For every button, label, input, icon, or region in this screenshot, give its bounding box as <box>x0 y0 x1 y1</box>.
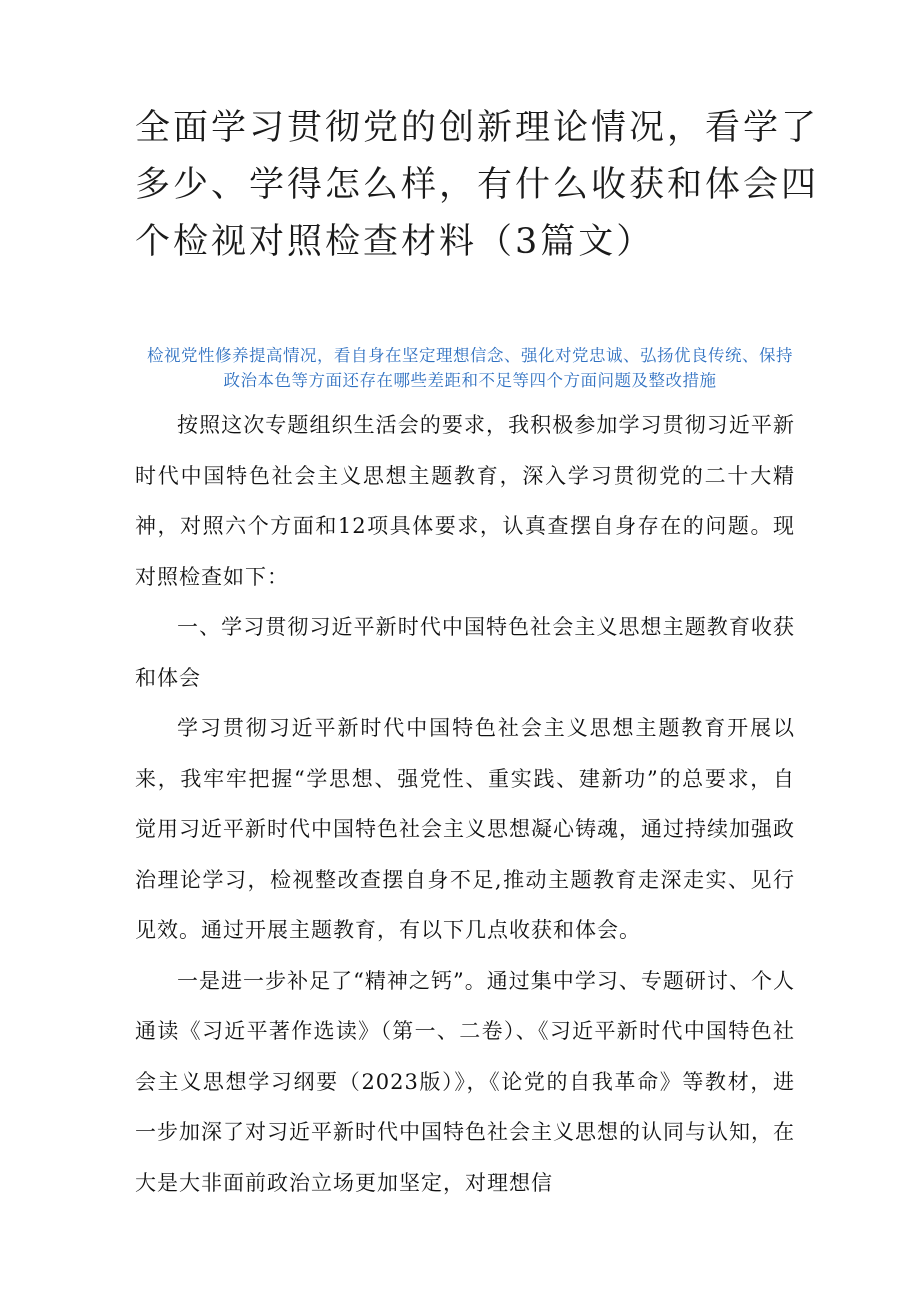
body-paragraph: 学习贯彻习近平新时代中国特色社会主义思想主题教育开展以来，我牢牢把握“学思想、强党性、重实践、建新功”的总要求，自觉用习近平新时代中国特色社会主义思想凝心铸魂，通过持续加强政治理论学习，检视整改查摆自身不足,推动主题教育走深走实、见行见效。通过开展主题教育，有以下几点收获和体会。 <box>135 716 795 942</box>
document-title: 全面学习贯彻党的创新理论情况，看学了多少、学得怎么样，有什么收获和体会四个检视对照检查材料（3篇文） <box>135 108 820 262</box>
document-body <box>135 400 795 1208</box>
section-heading: 一、学习贯彻习近平新时代中国特色社会主义思想主题教育收获和体会 <box>135 615 795 690</box>
body-paragraph: 按照这次专题组织生活会的要求，我积极参加学习贯彻习近平新时代中国特色社会主义思想主题教育，深入学习贯彻党的二十大精神，对照六个方面和12项具体要求，认真查摆自身存在的问题。现对照检查如下： <box>135 413 795 589</box>
body-paragraph: 一是进一步补足了“精神之钙”。通过集中学习、专题研讨、个人通读《习近平著作选读》（第一、二卷）、《习近平新时代中国特色社会主义思想学习纲要（2023版）》，《论党的自我革命》等教材，进一步加深了对习近平新时代中国特色社会主义思想的认同与认知，在大是大非面前政治立场更加坚定，对理想信 <box>135 968 795 1195</box>
document-subtitle: 检视党性修养提高情况，看自身在坚定理想信念、强化对党忠诚、弘扬优良传统、保持政治本色等方面还存在哪些差距和不足等四个方面问题及整改措施 <box>147 346 793 390</box>
